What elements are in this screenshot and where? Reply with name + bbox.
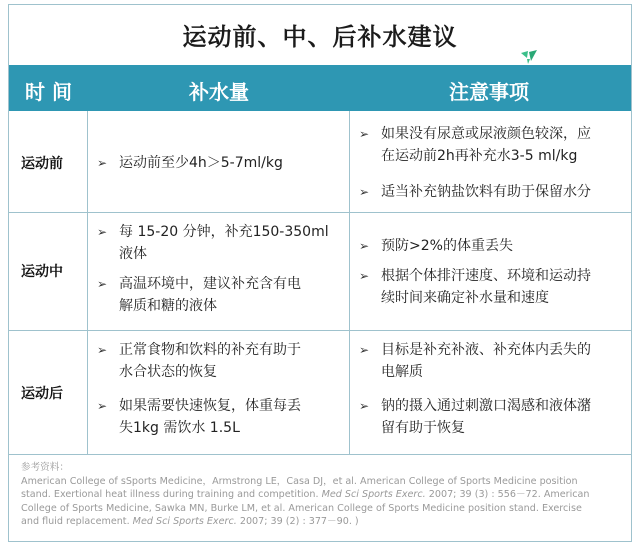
references-label: 参考资料： bbox=[21, 462, 69, 473]
arrow-bullet-icon: ➢ bbox=[97, 225, 108, 239]
arrow-bullet-icon: ➢ bbox=[359, 239, 370, 253]
header-notes: 注意事项 bbox=[449, 80, 529, 104]
arrow-bullet-icon: ➢ bbox=[359, 127, 370, 141]
arrow-bullet-icon: ➢ bbox=[97, 343, 108, 357]
period-during: 运动中 bbox=[21, 264, 63, 280]
column-divider bbox=[87, 111, 88, 455]
advice-table bbox=[8, 4, 632, 542]
header-time: 时 间 bbox=[25, 80, 72, 104]
arrow-bullet-icon: ➢ bbox=[97, 156, 108, 170]
list-item: ➢ 高温环境中，建议补充含有电 解质和糖的液体 bbox=[119, 273, 345, 317]
arrow-bullet-icon: ➢ bbox=[359, 399, 370, 413]
arrow-bullet-icon: ➢ bbox=[97, 399, 108, 413]
leaf-logo-icon bbox=[519, 49, 539, 65]
list-item: ➢ 适当补充钠盐饮料有助于保留水分 bbox=[381, 181, 625, 203]
period-before: 运动前 bbox=[21, 156, 63, 172]
header-amount: 补水量 bbox=[189, 80, 249, 104]
period-after: 运动后 bbox=[21, 386, 63, 402]
list-item: ➢ 目标是补充补液、补充体内丢失的 电解质 bbox=[381, 339, 625, 383]
list-item: ➢ 如果需要快速恢复，体重每丢 失1kg 需饮水 1.5L bbox=[119, 395, 345, 439]
arrow-bullet-icon: ➢ bbox=[97, 277, 108, 291]
references: 参考资料： American College of sSports Medicine，Armstrong LE，Casa DJ，et al. American College of Sports Medicine position stand. Exertional heat illness during training and competition. Med Sci Sports Exerc. 2007; 39 (3) : 556－72. American College of Sports Medicine, Sawka MN, Burke LM, et al. American College of Sports Medicine position stand. Exercise and fluid replacement. Med Sci Sports Exerc. 2007; 39 (2) : 377－90. ) bbox=[21, 461, 619, 529]
arrow-bullet-icon: ➢ bbox=[359, 185, 370, 199]
arrow-bullet-icon: ➢ bbox=[359, 343, 370, 357]
list-item: ➢ 如果没有尿意或尿液颜色较深，应 在运动前2h再补充水3-5 ml/kg bbox=[381, 123, 625, 167]
column-divider bbox=[349, 111, 350, 455]
list-item: ➢ 预防>2%的体重丢失 bbox=[381, 235, 625, 257]
list-item: ➢ 运动前至少4h＞5-7ml/kg bbox=[119, 152, 345, 174]
list-item: ➢ 根据个体排汗速度、环境和运动持 续时间来确定补水量和速度 bbox=[381, 265, 625, 309]
arrow-bullet-icon: ➢ bbox=[359, 269, 370, 283]
page-title: 运动前、中、后补水建议 bbox=[182, 22, 458, 51]
list-item: ➢ 钠的摄入通过刺激口渴感和液体潴 留有助于恢复 bbox=[381, 395, 625, 439]
list-item: ➢ 每 15-20 分钟，补充150-350ml 液体 bbox=[119, 221, 345, 265]
table-header bbox=[9, 65, 631, 111]
list-item: ➢ 正常食物和饮料的补充有助于 水合状态的恢复 bbox=[119, 339, 345, 383]
